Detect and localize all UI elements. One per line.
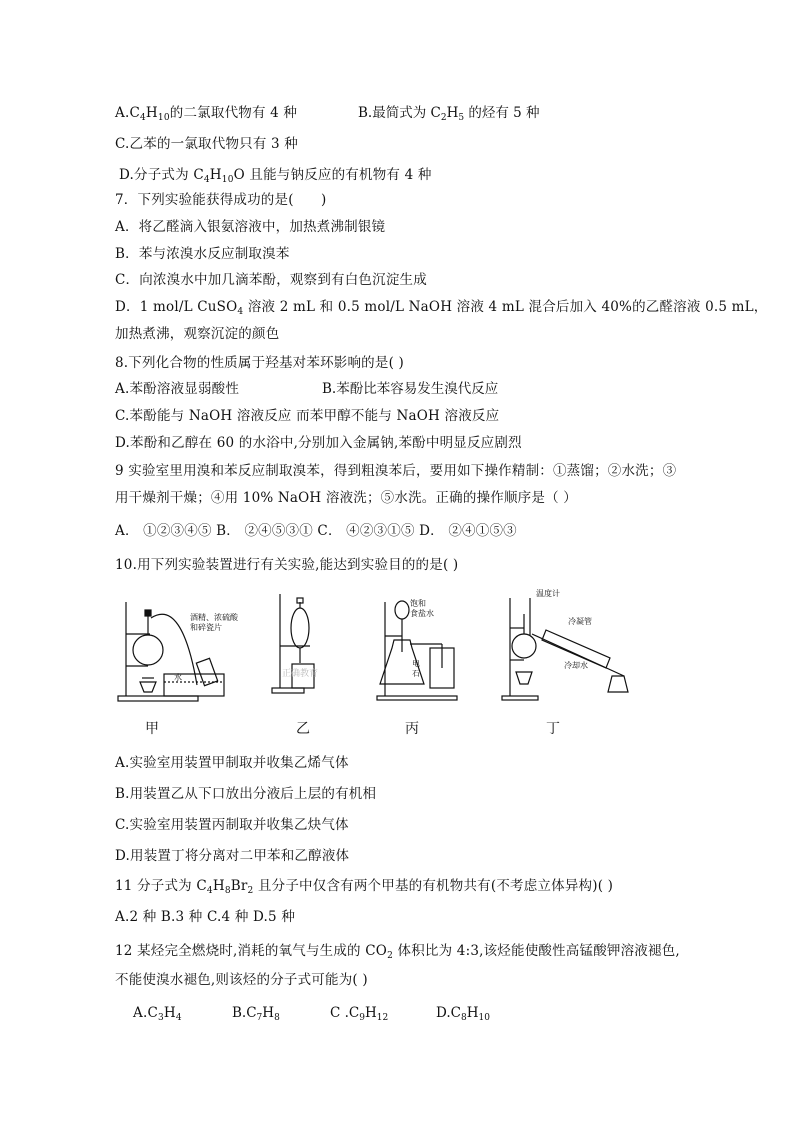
bing-note-3: 电	[412, 659, 420, 668]
q7-option-b: B．苯与浓溴水反应制取溴苯	[115, 246, 290, 262]
q10-option-a: A.实验室用装置甲制取并收集乙烯气体	[115, 755, 349, 771]
q6-option-b: B.最简式为 $C_2H_5$ 的烃有 5 种	[358, 105, 540, 123]
watermark: 正确教育	[282, 669, 319, 679]
q10-stem: 10.用下列实验装置进行有关实验,能达到实验目的的是( )	[115, 557, 459, 573]
bing-note-2: 食盐水	[410, 609, 434, 618]
q6-option-c: C.乙苯的一氯取代物只有 3 种	[115, 136, 299, 152]
q12-option-b: $B.C_7H_8$	[232, 1005, 280, 1023]
q9-options: A． ①②③④⑤ B． ②④⑤③① C． ④②③①⑤ D． ②④①⑤③	[115, 523, 517, 539]
q12-stem-line2: 不能使溴水褪色,则该烃的分子式可能为( )	[115, 972, 368, 988]
jia-note-2: 和碎瓷片	[190, 623, 222, 632]
q7-option-a: A．将乙醛滴入银氨溶液中，加热煮沸制银镜	[115, 219, 386, 235]
q11-stem: 11 分子式为 $C_4H_8Br_2$ 且分子中仅含有两个甲基的有机物共有(不考虑立体异构)( )	[115, 878, 614, 896]
jia-note-1: 酒精、浓硫酸	[190, 613, 238, 622]
q10-option-d: D.用装置丁将分离对二甲苯和乙醇液体	[115, 848, 350, 864]
apparatus-bing	[377, 598, 457, 700]
q12-option-d: $D.C_8H_{10}$	[436, 1005, 490, 1023]
q12-option-c: C $.C_9H_{12}$	[330, 1005, 389, 1023]
q6-option-a: $A.C_4H_{10}$的二氯取代物有 4 种	[115, 105, 298, 123]
fig-label-ding: 丁	[546, 721, 560, 737]
apparatus-yi	[272, 594, 318, 693]
bing-note-1: 饱和	[410, 599, 426, 608]
fig-label-yi: 乙	[296, 721, 310, 737]
q8-option-d: D.苯酚和乙醇在 60 的水浴中,分别加入金属钠,苯酚中明显反应剧烈	[115, 435, 522, 451]
apparatus-ding	[502, 588, 628, 700]
q12-stem-line1: 12 某烃完全燃烧时,消耗的氧气与生成的 $CO_2$ 体积比为 4:3,该烃能使酸性高锰酸钾溶液褪色,	[115, 943, 680, 961]
q7-option-d: D．1 mol/L CuSO$_4$ 溶液 2 mL 和 0.5 mol/L NaOH 溶液 4 mL 混合后加入 40%的乙醛溶液 0.5 mL，	[115, 299, 768, 317]
q8-option-b: B.苯酚比苯容易发生溴代反应	[322, 381, 499, 397]
q7-option-d-line2: 加热煮沸，观察沉淀的颜色	[115, 326, 280, 342]
q12-option-a: $A.C_3H_4$	[133, 1005, 182, 1023]
ding-condenser-label: 冷凝管	[568, 617, 592, 626]
q8-stem: 8.下列化合物的性质属于羟基对苯环影响的是( )	[115, 355, 405, 371]
q11-options: A.2 种 B.3 种 C.4 种 D.5 种	[115, 909, 296, 925]
q7-option-c: C．向浓溴水中加几滴苯酚，观察到有白色沉淀生成	[115, 272, 427, 288]
fig-label-bing: 丙	[405, 721, 419, 737]
ding-thermometer-label: 温度计	[536, 589, 560, 598]
q9-stem-line2: 用干燥剂干燥；④用 10% NaOH 溶液洗；⑤水洗。正确的操作顺序是（ ）	[115, 490, 577, 506]
q6-option-d: D.分子式为 $C_4H_{10}O$ 且能与钠反应的有机物有 4 种	[119, 167, 432, 185]
ding-cooling-water-label: 冷却水	[564, 661, 588, 670]
q10-option-c: C.实验室用装置丙制取并收集乙炔气体	[115, 817, 349, 833]
q9-stem-line1: 9 实验室里用溴和苯反应制取溴苯，得到粗溴苯后，要用如下操作精制：①蒸馏；②水洗；③	[115, 463, 677, 479]
jia-water-label: 水	[174, 673, 182, 682]
q7-stem: 7．下列实验能获得成功的是( )	[115, 192, 327, 208]
q8-option-a: A.苯酚溶液显弱酸性	[115, 381, 240, 397]
q8-option-c: C.苯酚能与 NaOH 溶液反应 而苯甲醇不能与 NaOH 溶液反应	[115, 408, 500, 424]
apparatus-jia	[118, 602, 239, 701]
q10-option-b: B.用装置乙从下口放出分液后上层的有机相	[115, 786, 377, 802]
bing-note-4: 石	[412, 669, 420, 678]
fig-label-jia: 甲	[145, 721, 159, 737]
q10-apparatus-figure	[112, 588, 652, 738]
